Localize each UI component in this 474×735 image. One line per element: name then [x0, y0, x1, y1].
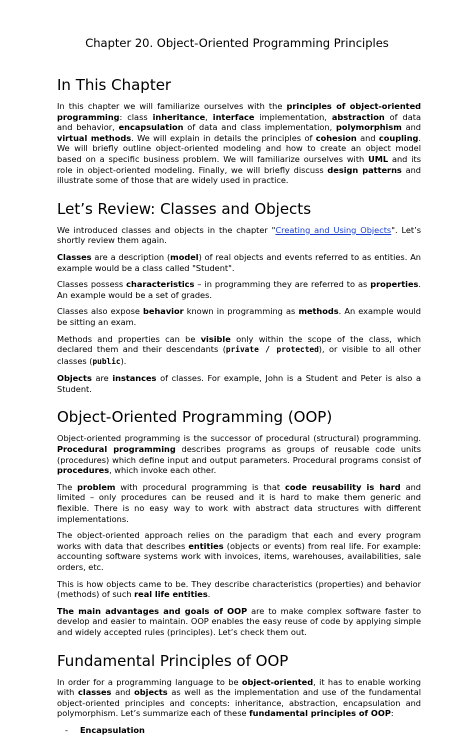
text-run: of data and behavior,	[57, 111, 421, 133]
inline-code: protected	[276, 345, 319, 355]
text-run: In order for a programming language to be	[57, 676, 242, 687]
paragraph	[57, 606, 421, 638]
bold-text: properties	[370, 279, 419, 290]
chapter-title: Chapter 20. Object-Oriented Programming Principles	[85, 36, 389, 50]
text-run: Classes also expose	[57, 306, 144, 317]
bold-text: coupling	[378, 132, 419, 143]
bold-text: polymorphism	[336, 122, 402, 133]
text-run: – in programming they are referred to as	[194, 279, 371, 290]
principles-list	[57, 725, 421, 735]
text-run: , it has to enable working with	[57, 676, 421, 698]
paragraph	[57, 433, 421, 475]
list-item-label: Encapsulation	[79, 724, 145, 735]
bold-text: object-oriented	[241, 676, 314, 687]
text-run: In this chapter we will familiarize ourselves with the	[57, 101, 287, 111]
bold-text: entities	[188, 540, 224, 551]
text-run: :	[390, 708, 394, 719]
text-run: known in programming as	[183, 306, 299, 317]
text-run: and illustrate some of those that are widely used in practice.	[57, 164, 422, 186]
text-run: The	[57, 481, 78, 492]
text-run: as well as the implementation and use of the fundamental object-oriented principles and concepts: inheritance, abstraction, encapsulation and polymorphism. Let’s summarize each of these	[57, 687, 421, 719]
text-run: We introduced classes and objects in the chapter "	[57, 224, 276, 235]
bold-text: interface	[212, 111, 255, 122]
bold-text: virtual methods	[57, 132, 132, 143]
bold-text: Procedural programming	[57, 444, 176, 455]
text-run: This is how objects came to be. They describe characteristics (properties) and behavior (methods) of such	[57, 578, 421, 600]
text-run: , which invoke each other.	[109, 465, 217, 476]
text-run: and its role in object-oriented modeling. Finally, we will briefly discuss	[57, 153, 421, 175]
text-run: and	[111, 687, 135, 698]
text-run: ". Let’s shortly review them again.	[57, 224, 421, 246]
text-run: and limited – only procedures can be reused and it is hard to make them generic and flexible. There is no easy way to work with abstract data structures with different implementations.	[57, 481, 421, 524]
paragraph	[57, 101, 421, 186]
text-run: The object-oriented approach relies on the paradigm that each and every program works with data that describes	[57, 530, 421, 551]
paragraph	[57, 482, 421, 524]
bold-text: behavior	[143, 306, 184, 317]
text-run: only within the scope of the class, which declared them and their descendants (	[57, 333, 421, 355]
text-run: ).	[120, 355, 127, 366]
bold-text: methods	[298, 306, 339, 317]
text-run: describes programs as groups of reusable code units (procedures) which define input and output parameters. Procedural programs consist of	[57, 444, 421, 465]
bold-text: classes	[78, 687, 112, 698]
bold-text: model	[170, 251, 199, 262]
section-heading-classes-and-objects: Let’s Review: Classes and Objects	[57, 199, 312, 218]
bold-text: UML	[368, 153, 389, 164]
bold-text: principles of object-oriented programming	[57, 101, 421, 122]
text-run: are a description (	[91, 251, 171, 262]
bold-text: Classes	[57, 251, 92, 262]
paragraph	[57, 279, 421, 300]
bold-text: objects	[134, 687, 168, 698]
text-run: Object-oriented programming is the successor of procedural (structural) programming.	[57, 433, 421, 444]
paragraph	[57, 530, 421, 572]
inline-code: public	[92, 356, 121, 366]
text-run: of data and class implementation,	[183, 122, 337, 133]
bold-text: The main advantages and goals of OOP	[57, 605, 248, 616]
bold-text: code reusability is hard	[285, 481, 401, 492]
bold-text: visible	[200, 333, 231, 344]
text-run: and	[356, 132, 379, 143]
text-run: ), or visible to all other classes (	[57, 344, 421, 366]
text-run: . An example would be sitting an exam.	[57, 306, 422, 327]
text-run: of classes. For example, John is a Student and Peter is also a Student.	[57, 373, 421, 394]
text-run: Methods and properties can be	[57, 333, 201, 344]
chapter-link[interactable]: Creating and Using Objects	[275, 224, 392, 235]
section-heading-in-this-chapter: In This Chapter	[57, 76, 172, 94]
text-run: . We will briefly outline object-oriented modeling and how to create an object model based on a specific business problem. We will familiarize ourselves with	[57, 132, 422, 164]
text-run: are to make complex software faster to develop and easier to maintain. OOP enables the easy reuse of code by applying simple and widely accepted rules (principles). Let’s check them out.	[57, 605, 422, 637]
bold-text: inheritance	[152, 111, 206, 122]
paragraph	[57, 677, 421, 719]
bold-text: abstraction	[331, 111, 385, 122]
text-run: (objects or events) from real life. For example: accounting software systems work with invoices, items, warehouses, availabilities, sale orders, etc.	[57, 540, 421, 572]
list-item	[65, 725, 421, 735]
paragraph	[57, 225, 421, 246]
text-run: : class	[119, 111, 153, 122]
section-heading-fundamental-principles: Fundamental Principles of OOP	[57, 651, 289, 670]
section-heading-oop: Object-Oriented Programming (OOP)	[57, 408, 333, 427]
text-run: implementation,	[254, 111, 332, 122]
inline-code: private	[225, 345, 259, 355]
paragraph	[57, 334, 421, 368]
text-run: and	[401, 122, 422, 133]
inline-code: /	[258, 345, 277, 355]
text-run: . An example would be a set of grades.	[57, 279, 421, 300]
bullet-marker: -	[65, 724, 68, 735]
text-run: ,	[205, 111, 213, 122]
bold-text: encapsulation	[118, 122, 184, 133]
bold-text: procedures	[57, 465, 110, 476]
bold-text: characteristics	[126, 279, 195, 290]
text-run: with procedural programming is that	[115, 481, 285, 492]
bold-text: real life entities	[134, 589, 208, 600]
bold-text: fundamental principles of OOP	[249, 708, 391, 719]
text-run: . We will explain in details the principles of	[131, 132, 316, 143]
bold-text: Objects	[57, 373, 92, 384]
paragraph	[57, 373, 421, 394]
text-run: are	[91, 373, 113, 384]
paragraph	[57, 579, 421, 600]
bold-text: problem	[77, 481, 116, 492]
page-content	[57, 76, 421, 735]
paragraph	[57, 306, 421, 327]
paragraph	[57, 252, 421, 273]
bold-text: cohesion	[315, 132, 357, 143]
bold-text: design patterns	[327, 164, 402, 175]
text-run: Classes possess	[57, 279, 127, 290]
bold-text: instances	[112, 373, 157, 384]
text-run: ) of real objects and events referred to as entities. An example would be a class called "Student".	[57, 251, 422, 273]
text-run: .	[207, 589, 211, 600]
